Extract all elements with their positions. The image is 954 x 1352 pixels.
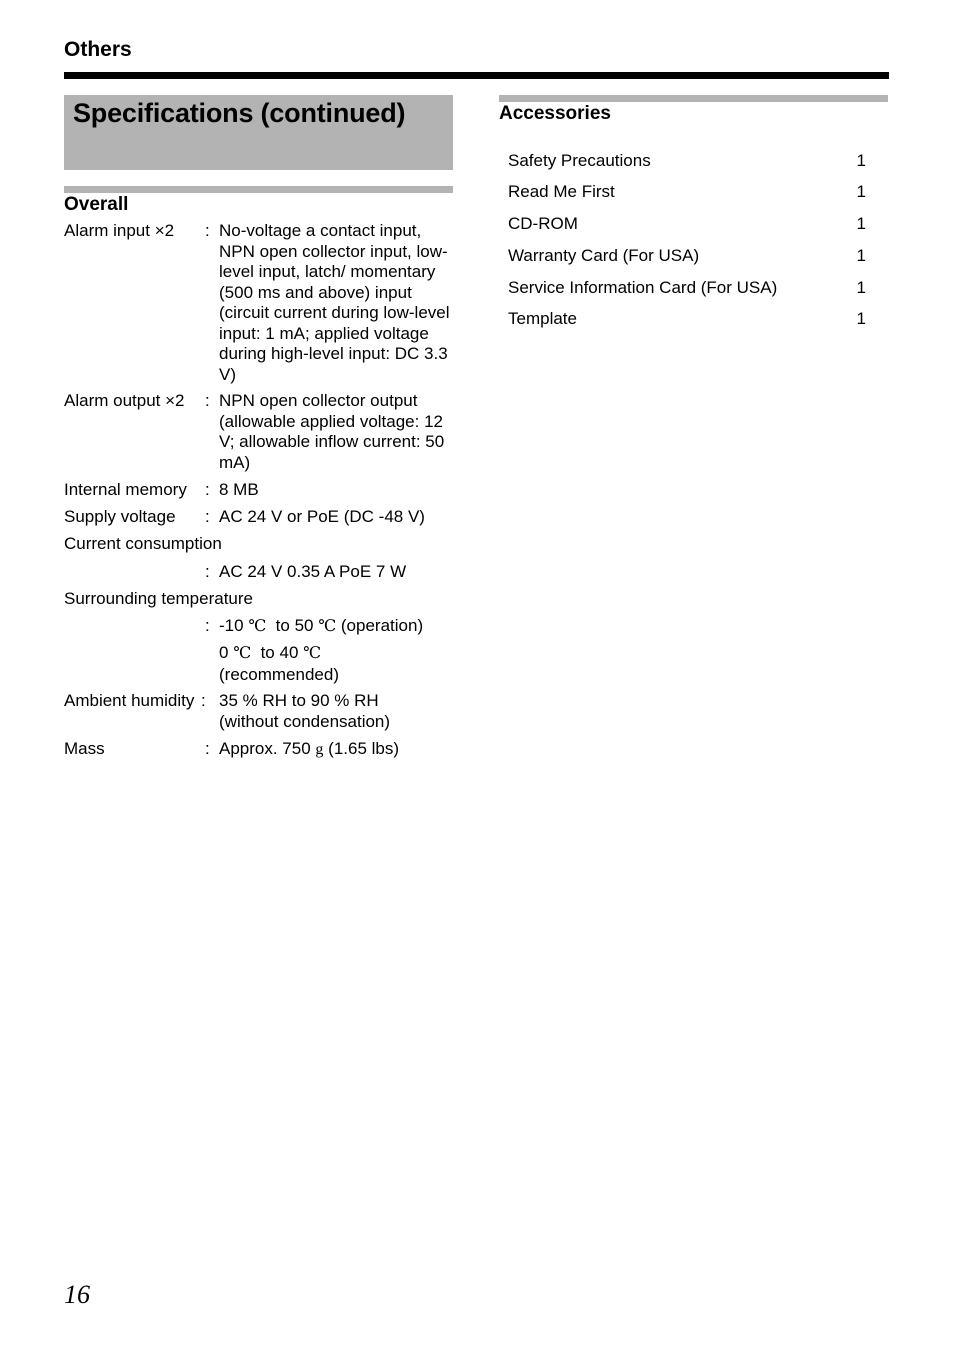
accessory-qty: 1 bbox=[856, 182, 866, 201]
spec-value: 8 MB bbox=[219, 480, 259, 499]
celsius-unit: ℃ bbox=[248, 618, 267, 635]
spec-colon: : bbox=[201, 691, 206, 710]
header-rule bbox=[64, 72, 889, 79]
mass-suffix: (1.65 lbs) bbox=[328, 739, 400, 758]
accessory-item bbox=[508, 214, 868, 234]
accessory-qty: 1 bbox=[856, 151, 866, 170]
spec-label: Supply voltage bbox=[64, 507, 176, 526]
spec-value bbox=[219, 739, 455, 761]
accessory-item bbox=[508, 309, 868, 329]
temp-to-word: to bbox=[275, 616, 290, 635]
spec-colon: : bbox=[205, 391, 210, 410]
spec-value: AC 24 V 0.35 A PoE 7 W bbox=[219, 562, 407, 581]
accessories-heading: Accessories bbox=[499, 103, 611, 124]
section-label: Others bbox=[64, 38, 132, 61]
accessory-item bbox=[508, 246, 868, 266]
temp-to: 40 bbox=[279, 643, 299, 662]
temp-to-word: to bbox=[260, 643, 275, 662]
spec-label: Mass bbox=[64, 739, 105, 758]
spec-colon: : bbox=[205, 221, 210, 240]
spec-value: No-voltage a contact input, NPN open collector input, low-level input, latch/ momentary (500 ms and above) input (circuit current during low-level input: 1 mA; applied voltage during high-level input: DC 3.3 V) bbox=[219, 221, 450, 384]
overall-heading: Overall bbox=[64, 194, 129, 215]
accessory-name: Template bbox=[508, 309, 577, 328]
accessory-item bbox=[508, 182, 868, 202]
accessory-qty: 1 bbox=[856, 278, 866, 297]
accessory-item bbox=[508, 151, 868, 171]
accessory-name: Read Me First bbox=[508, 182, 615, 201]
spec-value bbox=[219, 616, 455, 638]
page-number: 16 bbox=[64, 1280, 90, 1309]
spec-colon: : bbox=[205, 739, 210, 758]
spec-value bbox=[219, 643, 455, 685]
accessory-qty: 1 bbox=[856, 309, 866, 328]
accessory-name: Warranty Card (For USA) bbox=[508, 246, 700, 265]
accessory-name: CD-ROM bbox=[508, 214, 578, 233]
accessory-name: Safety Precautions bbox=[508, 151, 651, 170]
mass-prefix: Approx. 750 bbox=[219, 739, 311, 758]
spec-value: NPN open collector output (allowable applied voltage: 12 V; allowable inflow current: 50 mA) bbox=[219, 391, 445, 472]
spec-label: Surrounding temperature bbox=[64, 589, 254, 608]
temp-note: (operation) bbox=[340, 616, 424, 635]
accessories-heading-bar bbox=[499, 95, 888, 102]
accessory-qty: 1 bbox=[856, 214, 866, 233]
spec-label: Internal memory bbox=[64, 480, 187, 499]
spec-colon: : bbox=[205, 562, 210, 581]
page-title: Specifications (continued) bbox=[73, 98, 406, 128]
celsius-unit: ℃ bbox=[233, 645, 252, 662]
celsius-unit: ℃ bbox=[318, 618, 337, 635]
title-banner bbox=[64, 95, 453, 170]
spec-value: 35 % RH to 90 % RH (without condensation) bbox=[219, 691, 391, 731]
accessory-qty: 1 bbox=[856, 246, 866, 265]
spec-label: Current consumption bbox=[64, 534, 222, 553]
temp-from: 0 bbox=[219, 643, 229, 662]
accessory-name: Service Information Card (For USA) bbox=[508, 278, 778, 297]
spec-label: Ambient humidity bbox=[64, 691, 195, 710]
accessory-item bbox=[508, 278, 868, 298]
celsius-unit: ℃ bbox=[303, 645, 322, 662]
spec-colon: : bbox=[205, 480, 210, 499]
spec-colon: : bbox=[205, 507, 210, 526]
spec-colon: : bbox=[205, 616, 210, 635]
temp-to: 50 bbox=[294, 616, 314, 635]
spec-label: Alarm output ×2 bbox=[64, 391, 185, 410]
temp-note: (recommended) bbox=[219, 664, 339, 684]
gram-unit: g bbox=[315, 741, 324, 758]
overall-heading-bar bbox=[64, 186, 453, 193]
spec-value: AC 24 V or PoE (DC -48 V) bbox=[219, 507, 425, 526]
spec-label: Alarm input ×2 bbox=[64, 221, 175, 240]
temp-from: -10 bbox=[219, 616, 244, 635]
